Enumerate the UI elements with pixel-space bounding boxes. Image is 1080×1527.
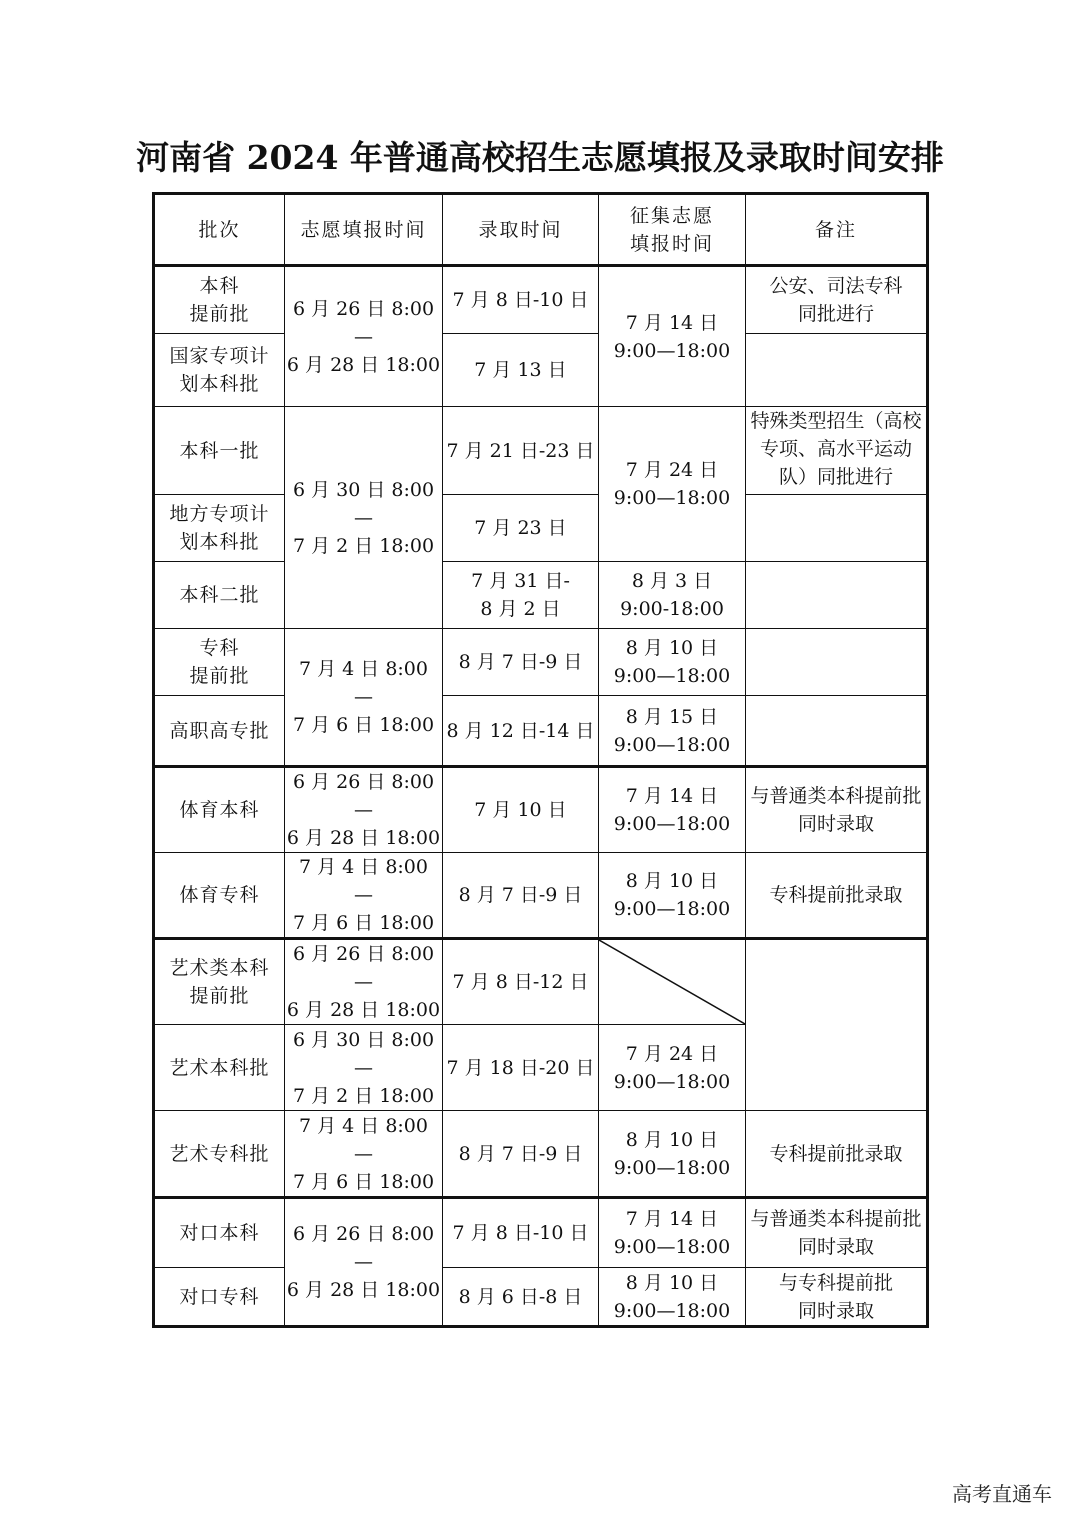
solicit-time-cell: 8 月 15 日 9:00—18:00 bbox=[599, 696, 746, 767]
batch-cell: 对口专科 bbox=[154, 1268, 285, 1327]
solicit-time-cell: 8 月 10 日 9:00—18:00 bbox=[599, 1111, 746, 1198]
note-cell bbox=[746, 562, 928, 629]
table-row bbox=[154, 562, 928, 629]
admit-time-cell: 7 月 8 日-10 日 bbox=[443, 266, 599, 334]
table-row bbox=[154, 1111, 928, 1198]
table-row bbox=[154, 939, 928, 1025]
fill-time-cell: 6 月 26 日 8:00 — 6 月 28 日 18:00 bbox=[285, 1198, 443, 1327]
solicit-time-cell: 7 月 14 日 9:00—18:00 bbox=[599, 767, 746, 853]
solicit-time-cell: 7 月 14 日 9:00—18:00 bbox=[599, 266, 746, 407]
header-solicit-time: 征集志愿 填报时间 bbox=[599, 194, 746, 266]
admit-time-cell: 7 月 31 日- 8 月 2 日 bbox=[443, 562, 599, 629]
admit-time-cell: 7 月 18 日-20 日 bbox=[443, 1025, 599, 1111]
table-row bbox=[154, 1268, 928, 1327]
table-row bbox=[154, 266, 928, 334]
solicit-time-cell: 8 月 10 日 9:00—18:00 bbox=[599, 1268, 746, 1327]
note-cell bbox=[746, 629, 928, 696]
fill-time-cell: 6 月 26 日 8:00 — 6 月 28 日 18:00 bbox=[285, 767, 443, 853]
admit-time-cell: 7 月 8 日-10 日 bbox=[443, 1198, 599, 1268]
table-row bbox=[154, 853, 928, 939]
note-cell: 与专科提前批 同时录取 bbox=[746, 1268, 928, 1327]
note-cell: 特殊类型招生（高校专项、高水平运动队）同批进行 bbox=[746, 407, 928, 495]
table-row bbox=[154, 696, 928, 767]
admit-time-cell: 8 月 6 日-8 日 bbox=[443, 1268, 599, 1327]
solicit-time-cell: 8 月 3 日 9:00-18:00 bbox=[599, 562, 746, 629]
table-row bbox=[154, 495, 928, 562]
table-row bbox=[154, 334, 928, 407]
diagonal-empty-cell bbox=[599, 939, 746, 1025]
table-row bbox=[154, 767, 928, 853]
schedule-table bbox=[152, 192, 929, 1328]
note-cell: 与普通类本科提前批 同时录取 bbox=[746, 1198, 928, 1268]
fill-time-cell: 6 月 30 日 8:00 — 7 月 2 日 18:00 bbox=[285, 407, 443, 629]
batch-cell: 体育专科 bbox=[154, 853, 285, 939]
header-fill-time: 志愿填报时间 bbox=[285, 194, 443, 266]
batch-cell: 艺术本科批 bbox=[154, 1025, 285, 1111]
fill-time-cell: 6 月 30 日 8:00 — 7 月 2 日 18:00 bbox=[285, 1025, 443, 1111]
header-admit-time: 录取时间 bbox=[443, 194, 599, 266]
solicit-time-cell: 7 月 24 日 9:00—18:00 bbox=[599, 407, 746, 562]
note-cell: 与普通类本科提前批 同时录取 bbox=[746, 767, 928, 853]
watermark-text: 高考直通车 bbox=[952, 1482, 1052, 1506]
note-cell bbox=[746, 939, 928, 1111]
batch-cell: 对口本科 bbox=[154, 1198, 285, 1268]
header-note: 备注 bbox=[746, 194, 928, 266]
note-cell: 专科提前批录取 bbox=[746, 853, 928, 939]
batch-cell: 地方专项计 划本科批 bbox=[154, 495, 285, 562]
admit-time-cell: 7 月 13 日 bbox=[443, 334, 599, 407]
admit-time-cell: 8 月 7 日-9 日 bbox=[443, 1111, 599, 1198]
batch-cell: 专科 提前批 bbox=[154, 629, 285, 696]
batch-cell: 高职高专批 bbox=[154, 696, 285, 767]
note-cell bbox=[746, 495, 928, 562]
admit-time-cell: 7 月 10 日 bbox=[443, 767, 599, 853]
table-row bbox=[154, 1198, 928, 1268]
batch-cell: 体育本科 bbox=[154, 767, 285, 853]
table-row bbox=[154, 407, 928, 495]
batch-cell: 本科 提前批 bbox=[154, 266, 285, 334]
batch-cell: 本科二批 bbox=[154, 562, 285, 629]
solicit-time-cell: 7 月 14 日 9:00—18:00 bbox=[599, 1198, 746, 1268]
admit-time-cell: 8 月 7 日-9 日 bbox=[443, 853, 599, 939]
admit-time-cell: 7 月 21 日-23 日 bbox=[443, 407, 599, 495]
admit-time-cell: 7 月 8 日-12 日 bbox=[443, 939, 599, 1025]
solicit-time-cell: 8 月 10 日 9:00—18:00 bbox=[599, 629, 746, 696]
fill-time-cell: 6 月 26 日 8:00 — 6 月 28 日 18:00 bbox=[285, 266, 443, 407]
admit-time-cell: 8 月 12 日-14 日 bbox=[443, 696, 599, 767]
document-title: 河南省 2024 年普通高校招生志愿填报及录取时间安排 bbox=[136, 138, 944, 177]
solicit-time-cell: 8 月 10 日 9:00—18:00 bbox=[599, 853, 746, 939]
note-cell bbox=[746, 696, 928, 767]
admit-time-cell: 7 月 23 日 bbox=[443, 495, 599, 562]
batch-cell: 艺术专科批 bbox=[154, 1111, 285, 1198]
note-cell bbox=[746, 334, 928, 407]
batch-cell: 艺术类本科 提前批 bbox=[154, 939, 285, 1025]
fill-time-cell: 7 月 4 日 8:00 — 7 月 6 日 18:00 bbox=[285, 629, 443, 767]
fill-time-cell: 7 月 4 日 8:00 — 7 月 6 日 18:00 bbox=[285, 1111, 443, 1198]
header-row bbox=[154, 194, 928, 266]
diagonal-line bbox=[599, 940, 745, 1024]
note-cell: 公安、司法专科 同批进行 bbox=[746, 266, 928, 334]
admit-time-cell: 8 月 7 日-9 日 bbox=[443, 629, 599, 696]
note-cell: 专科提前批录取 bbox=[746, 1111, 928, 1198]
header-batch: 批次 bbox=[154, 194, 285, 266]
fill-time-cell: 7 月 4 日 8:00 — 7 月 6 日 18:00 bbox=[285, 853, 443, 939]
solicit-time-cell: 7 月 24 日 9:00—18:00 bbox=[599, 1025, 746, 1111]
fill-time-cell: 6 月 26 日 8:00 — 6 月 28 日 18:00 bbox=[285, 939, 443, 1025]
batch-cell: 本科一批 bbox=[154, 407, 285, 495]
batch-cell: 国家专项计 划本科批 bbox=[154, 334, 285, 407]
table-row bbox=[154, 629, 928, 696]
